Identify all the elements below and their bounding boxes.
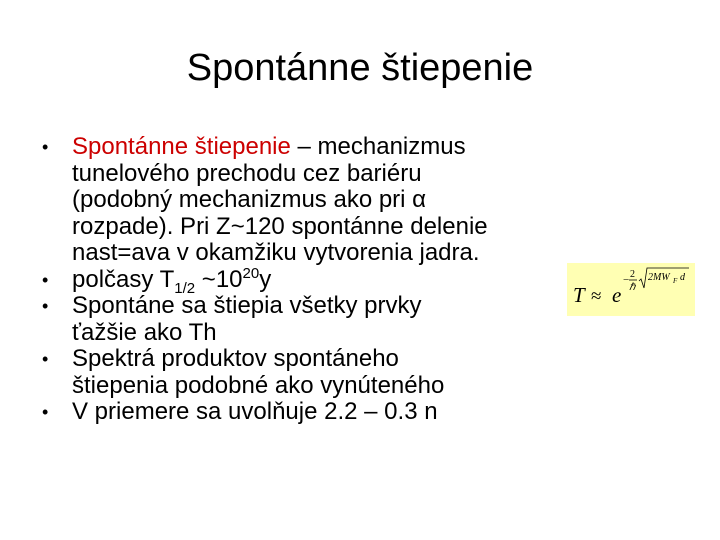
bullet-text: nast=ava v okamžiku vytvorenia jadra. bbox=[72, 239, 480, 266]
bullet-marker: • bbox=[42, 137, 49, 157]
slide-title: Spontánne štiepenie bbox=[186, 47, 534, 89]
subscript: 1/2 bbox=[174, 279, 196, 297]
bullet-text: rozpade). Pri Z~120 spontánne delenie bbox=[72, 212, 488, 240]
bullet-item bbox=[40, 293, 560, 346]
formula-base: e bbox=[612, 283, 622, 307]
bullet-marker: • bbox=[42, 296, 49, 316]
bullet-text: tunelového prechodu cez bariéru bbox=[72, 159, 422, 187]
highlight-term: Spontánne štiepenie bbox=[72, 133, 291, 160]
sqrt-subscript: F bbox=[673, 277, 678, 285]
tunneling-formula bbox=[567, 263, 695, 316]
bullet-text: y bbox=[259, 265, 272, 293]
bullet-text: polčasy T bbox=[72, 265, 175, 293]
sqrt-content: 2MW bbox=[648, 272, 670, 283]
bullet-text: Spektrá produktov spontáneho bbox=[72, 345, 399, 372]
bullet-text: (podobný mechanizmus ako pri α bbox=[72, 186, 427, 213]
exponent-numerator: 2 bbox=[630, 269, 635, 280]
bullet-item bbox=[40, 134, 560, 267]
exponent-minus: − bbox=[623, 274, 630, 286]
bullet-list bbox=[40, 134, 560, 426]
bullet-marker: • bbox=[42, 269, 49, 290]
bullet-marker: • bbox=[42, 402, 49, 422]
bullet-marker: • bbox=[42, 349, 49, 369]
bullet-text: V priemere sa uvolňuje 2.2 – 0.3 n bbox=[72, 398, 438, 425]
bullet-text: štiepenia podobné ako vynúteného bbox=[72, 371, 445, 399]
bullet-item bbox=[40, 264, 560, 297]
exponent-denominator: ℏ bbox=[629, 282, 636, 293]
bullet-text: ~10 bbox=[195, 265, 243, 293]
bullet-item bbox=[40, 346, 560, 399]
sqrt-tail: d bbox=[680, 272, 685, 283]
superscript: 20 bbox=[242, 264, 260, 282]
bullet-item bbox=[40, 399, 560, 426]
formula-box bbox=[567, 263, 695, 316]
formula-approx: ≈ bbox=[591, 286, 602, 307]
bullet-text: Spontáne sa štiepia všetky prvky bbox=[72, 292, 422, 319]
bullet-text: ťažšie ako Th bbox=[72, 318, 217, 346]
formula-lhs: T bbox=[573, 283, 585, 307]
bullet-text: – mechanizmus bbox=[290, 133, 466, 160]
